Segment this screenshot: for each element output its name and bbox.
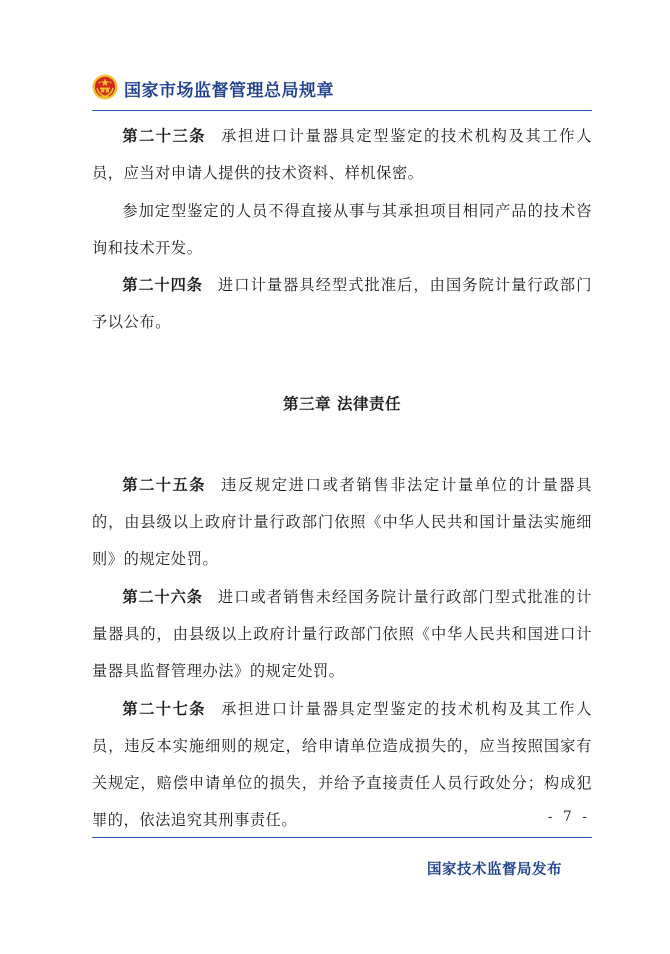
article-27 bbox=[92, 691, 592, 840]
document-body bbox=[92, 118, 592, 840]
article-text: 违反规定进口或者销售非法定计量单位的计量器具的，由县级以上政府计量行政部门依照《中华人民共和国计量法实施细则》的规定处罚。 bbox=[92, 475, 592, 569]
page-header bbox=[92, 70, 592, 110]
article-text: 参加定型鉴定的人员不得直接从事与其承担项目相同产品的技术咨询和技术开发。 bbox=[92, 201, 592, 257]
article-label: 第二十六条 bbox=[122, 587, 203, 606]
article-label: 第二十五条 bbox=[122, 475, 206, 494]
article-23-paragraph-2 bbox=[92, 193, 592, 268]
header-divider bbox=[92, 110, 592, 111]
article-label: 第二十七条 bbox=[122, 699, 206, 718]
page-number: - 7 - bbox=[547, 809, 590, 825]
footer-publisher: 国家技术监督局发布 bbox=[427, 862, 562, 878]
article-label: 第二十四条 bbox=[122, 276, 203, 295]
article-label: 第二十三条 bbox=[122, 127, 206, 145]
national-emblem-icon bbox=[92, 74, 118, 100]
header-title: 国家市场监督管理总局规章 bbox=[124, 81, 334, 101]
footer-divider bbox=[92, 837, 592, 838]
article-text: 进口或者销售未经国务院计量行政部门型式批准的计量器具的，由县级以上政府计量行政部门依照《中华人民共和国进口计量器具监督管理办法》的规定处罚。 bbox=[92, 587, 592, 681]
article-24 bbox=[92, 267, 592, 342]
chapter-heading: 第三章 法律责任 bbox=[283, 394, 401, 413]
article-text: 进口计量器具经型式批准后，由国务院计量行政部门予以公布。 bbox=[92, 276, 592, 332]
article-25 bbox=[92, 467, 592, 579]
article-26 bbox=[92, 579, 592, 691]
article-23 bbox=[92, 118, 592, 193]
article-text: 承担进口计量器具定型鉴定的技术机构及其工作人员，违反本实施细则的规定，给申请单位造成损失的，应当按照国家有关规定，赔偿申请单位的损失，并给予直接责任人员行政处分；构成犯罪的，依法追究其刑事责任。 bbox=[92, 699, 592, 830]
article-text: 承担进口计量器具定型鉴定的技术机构及其工作人员，应当对申请人提供的技术资料、样机保密。 bbox=[92, 127, 592, 183]
